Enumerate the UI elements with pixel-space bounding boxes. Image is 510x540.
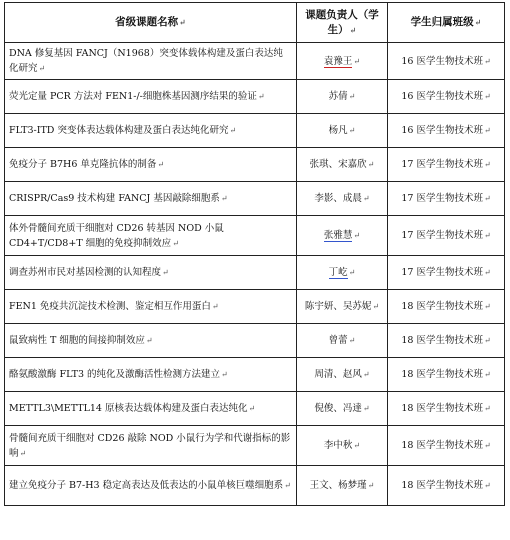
class-cell: 16 医学生物技术班↵ xyxy=(388,114,505,148)
table-row xyxy=(5,43,505,80)
table-row xyxy=(5,290,505,324)
header-project-name: 省级课题名称↵ xyxy=(5,3,297,43)
class-cell: 18 医学生物技术班↵ xyxy=(388,426,505,466)
table-row xyxy=(5,114,505,148)
table-row xyxy=(5,324,505,358)
class-cell: 18 医学生物技术班↵ xyxy=(388,358,505,392)
class-cell: 17 医学生物技术班↵ xyxy=(388,148,505,182)
leader-cell: 苏倩↵ xyxy=(297,80,388,114)
project-table xyxy=(4,2,505,506)
class-cell: 18 医学生物技术班↵ xyxy=(388,324,505,358)
project-name-cell: 荧光定量 PCR 方法对 FEN1-/-细胞株基因测序结果的验证↵ xyxy=(5,80,297,114)
leader-cell: 袁豫王↵ xyxy=(297,43,388,80)
project-name-cell: METTL3\METTL14 原核表达载体构建及蛋白表达纯化↵ xyxy=(5,392,297,426)
leader-cell: 曾蕾↵ xyxy=(297,324,388,358)
project-name-cell: FLT3-ITD 突变体表达载体构建及蛋白表达纯化研究↵ xyxy=(5,114,297,148)
project-name-cell: 骨髓间充质干细胞对 CD26 敲除 NOD 小鼠行为学和代谢指标的影响↵ xyxy=(5,426,297,466)
project-name-cell: 体外骨髓间充质干细胞对 CD26 转基因 NOD 小鼠 CD4+T/CD8+T 细胞的免疫抑制效应↵ xyxy=(5,216,297,256)
project-name-cell: 鼠致病性 T 细胞的间接抑制效应↵ xyxy=(5,324,297,358)
class-cell: 17 医学生物技术班↵ xyxy=(388,256,505,290)
table-row xyxy=(5,148,505,182)
leader-cell: 陈宇妍、吴苏妮↵ xyxy=(297,290,388,324)
class-cell: 18 医学生物技术班↵ xyxy=(388,392,505,426)
header-leader: 课题负责人（学生）↵ xyxy=(297,3,388,43)
class-cell: 16 医学生物技术班↵ xyxy=(388,43,505,80)
leader-cell: 杨凡↵ xyxy=(297,114,388,148)
leader-cell: 张琪、宋嘉欣↵ xyxy=(297,148,388,182)
table-row xyxy=(5,358,505,392)
project-name-cell: FEN1 免疫共沉淀技术检测、鉴定相互作用蛋白↵ xyxy=(5,290,297,324)
leader-cell: 周清、赵风↵ xyxy=(297,358,388,392)
header-row xyxy=(5,3,505,43)
project-name-cell: DNA 修复基因 FANCJ（N1968）突变体载体构建及蛋白表达纯化研究↵ xyxy=(5,43,297,80)
project-name-cell: 调查苏州市民对基因检测的认知程度↵ xyxy=(5,256,297,290)
class-cell: 18 医学生物技术班↵ xyxy=(388,466,505,506)
project-name-cell: 建立免疫分子 B7-H3 稳定高表达及低表达的小鼠单核巨噬细胞系↵ xyxy=(5,466,297,506)
leader-cell: 丁屹↵ xyxy=(297,256,388,290)
table-row xyxy=(5,426,505,466)
project-name-cell: 免疫分子 B7H6 单克隆抗体的制备↵ xyxy=(5,148,297,182)
table-row xyxy=(5,182,505,216)
table-row xyxy=(5,256,505,290)
leader-cell: 王文、杨梦瑾↵ xyxy=(297,466,388,506)
class-cell: 17 医学生物技术班↵ xyxy=(388,216,505,256)
leader-cell: 李影、成晨↵ xyxy=(297,182,388,216)
leader-cell: 张雅慧↵ xyxy=(297,216,388,256)
class-cell: 16 医学生物技术班↵ xyxy=(388,80,505,114)
project-name-cell: CRISPR/Cas9 技术构建 FANCJ 基因敲除细胞系↵ xyxy=(5,182,297,216)
header-class: 学生归属班级↵ xyxy=(388,3,505,43)
project-name-cell: 酪氨酸激酶 FLT3 的纯化及激酶活性检测方法建立↵ xyxy=(5,358,297,392)
table-row xyxy=(5,216,505,256)
table-row xyxy=(5,80,505,114)
leader-cell: 倪俊、冯達↵ xyxy=(297,392,388,426)
leader-cell: 李中秋↵ xyxy=(297,426,388,466)
class-cell: 17 医学生物技术班↵ xyxy=(388,182,505,216)
table-row xyxy=(5,392,505,426)
table-row xyxy=(5,466,505,506)
class-cell: 18 医学生物技术班↵ xyxy=(388,290,505,324)
